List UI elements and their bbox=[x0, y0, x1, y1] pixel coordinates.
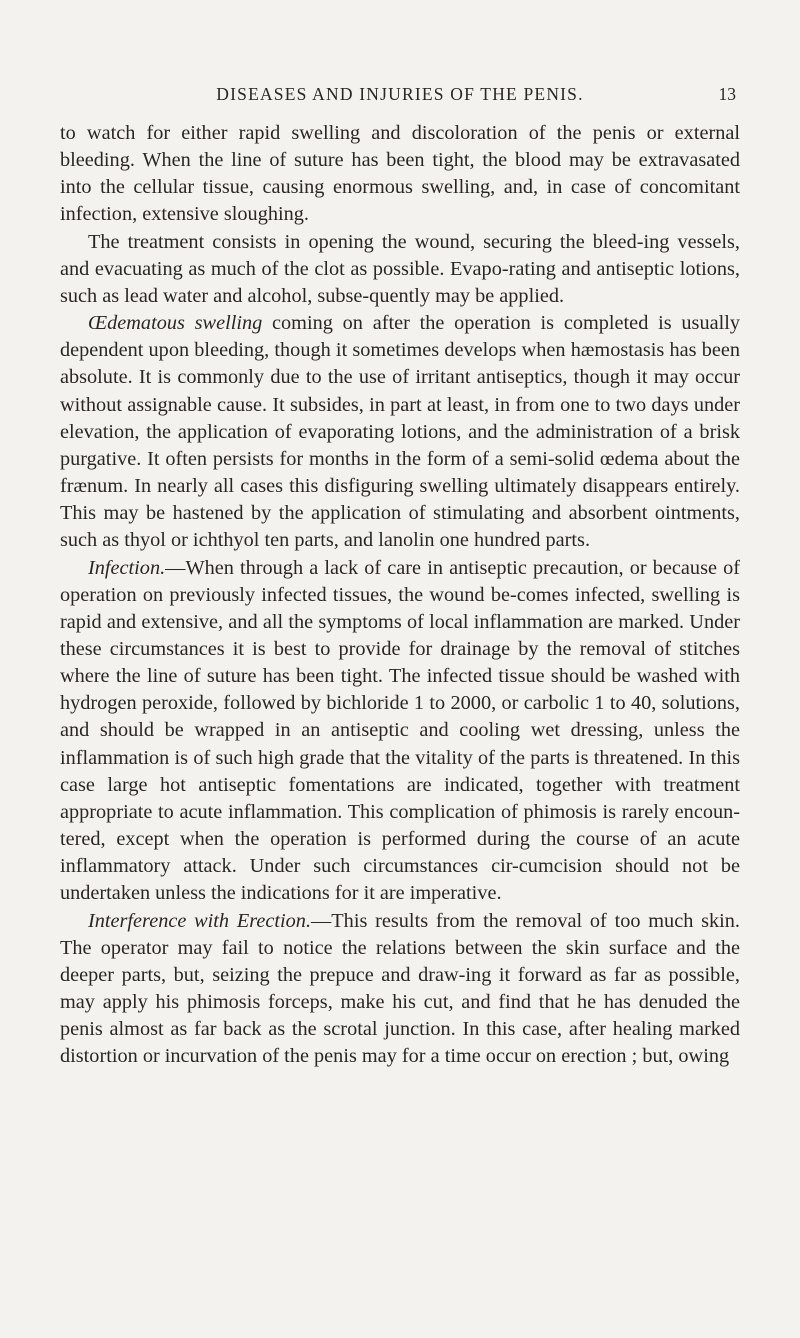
paragraph-lead: Œdematous swelling bbox=[88, 312, 263, 335]
paragraph-treatment bbox=[60, 229, 740, 310]
paragraph-interference-with-erection bbox=[60, 908, 740, 1071]
paragraph-text: to watch for either rapid swelling and discoloration of the penis or external bleeding. When the line of suture has been tight, the blood may be extravasated into the cellular tissue, causing enormous swelling, and, in case of concomitant infection, extensive sloughing. bbox=[60, 122, 740, 226]
paragraph-lead: Infection. bbox=[88, 556, 166, 579]
paragraph-lead: Interference with Erection. bbox=[88, 909, 312, 932]
paragraph-oedematous-swelling bbox=[60, 310, 740, 554]
paragraph-continuation bbox=[60, 120, 740, 229]
paragraph-infection bbox=[60, 555, 740, 908]
running-title: DISEASES AND INJURIES OF THE PENIS. bbox=[216, 84, 584, 104]
paragraph-text: —When through a lack of care in antiseptic precaution, or because of operation on previously infected tissues, the wound be-comes infected, swelling is rapid and extensive, and all the symptoms of local inflammation are marked. Under these circumstances it is best to provide for drainage by the removal of stitches where the line of suture has been tight. The infected tissue should be washed with hydrogen peroxide, followed by bichloride 1 to 2000, or carbolic 1 to 40, solutions, and should be wrapped in an antiseptic and cooling wet dressing, unless the inflammation is of such high grade that the vitality of the parts is threatened. In this case large hot antiseptic fomentations are indicated, together with treatment appropriate to acute inflammation. This complication of phimosis is rarely encoun-tered, except when the operation is performed during the course of an acute inflammatory attack. Under such circumstances cir-cumcision should not be undertaken unless the indications for it are imperative. bbox=[60, 556, 740, 905]
page-number: 13 bbox=[718, 84, 736, 104]
paragraph-text: coming on after the operation is completed is usually dependent upon bleeding, though it sometimes develops when hæmostasis has been absolute. It is commonly due to the use of irritant antiseptics, though it may occur without assignable cause. It subsides, in part at least, in from one to two days under elevation, the application of evaporating lotions, and the administration of a brisk purgative. It often persists for months in the form of a semi-solid œdema about the frænum. In nearly all cases this disfiguring swelling ultimately disappears entirely. This may be hastened by the application of stimulating and absorbent ointments, such as thyol or ichthyol ten parts, and lanolin one hundred parts. bbox=[60, 312, 740, 552]
paragraph-text: —This results from the removal of too much skin. The operator may fail to notice the relations between the skin surface and the deeper parts, but, seizing the prepuce and draw-ing it forward as far as possible, may apply his phimosis forceps, make his cut, and find that he has denuded the penis almost as far back as the scrotal junction. In this case, after healing marked distortion or incurvation of the penis may for a time occur on erection ; but, owing bbox=[60, 909, 741, 1068]
paragraph-text: The treatment consists in opening the wound, securing the bleed-ing vessels, and evacuating as much of the clot as possible. Evapo-rating and antiseptic lotions, such as lead water and alcohol, subse-quently may be applied. bbox=[60, 230, 740, 307]
body-text bbox=[60, 120, 740, 1070]
running-head bbox=[60, 84, 740, 110]
